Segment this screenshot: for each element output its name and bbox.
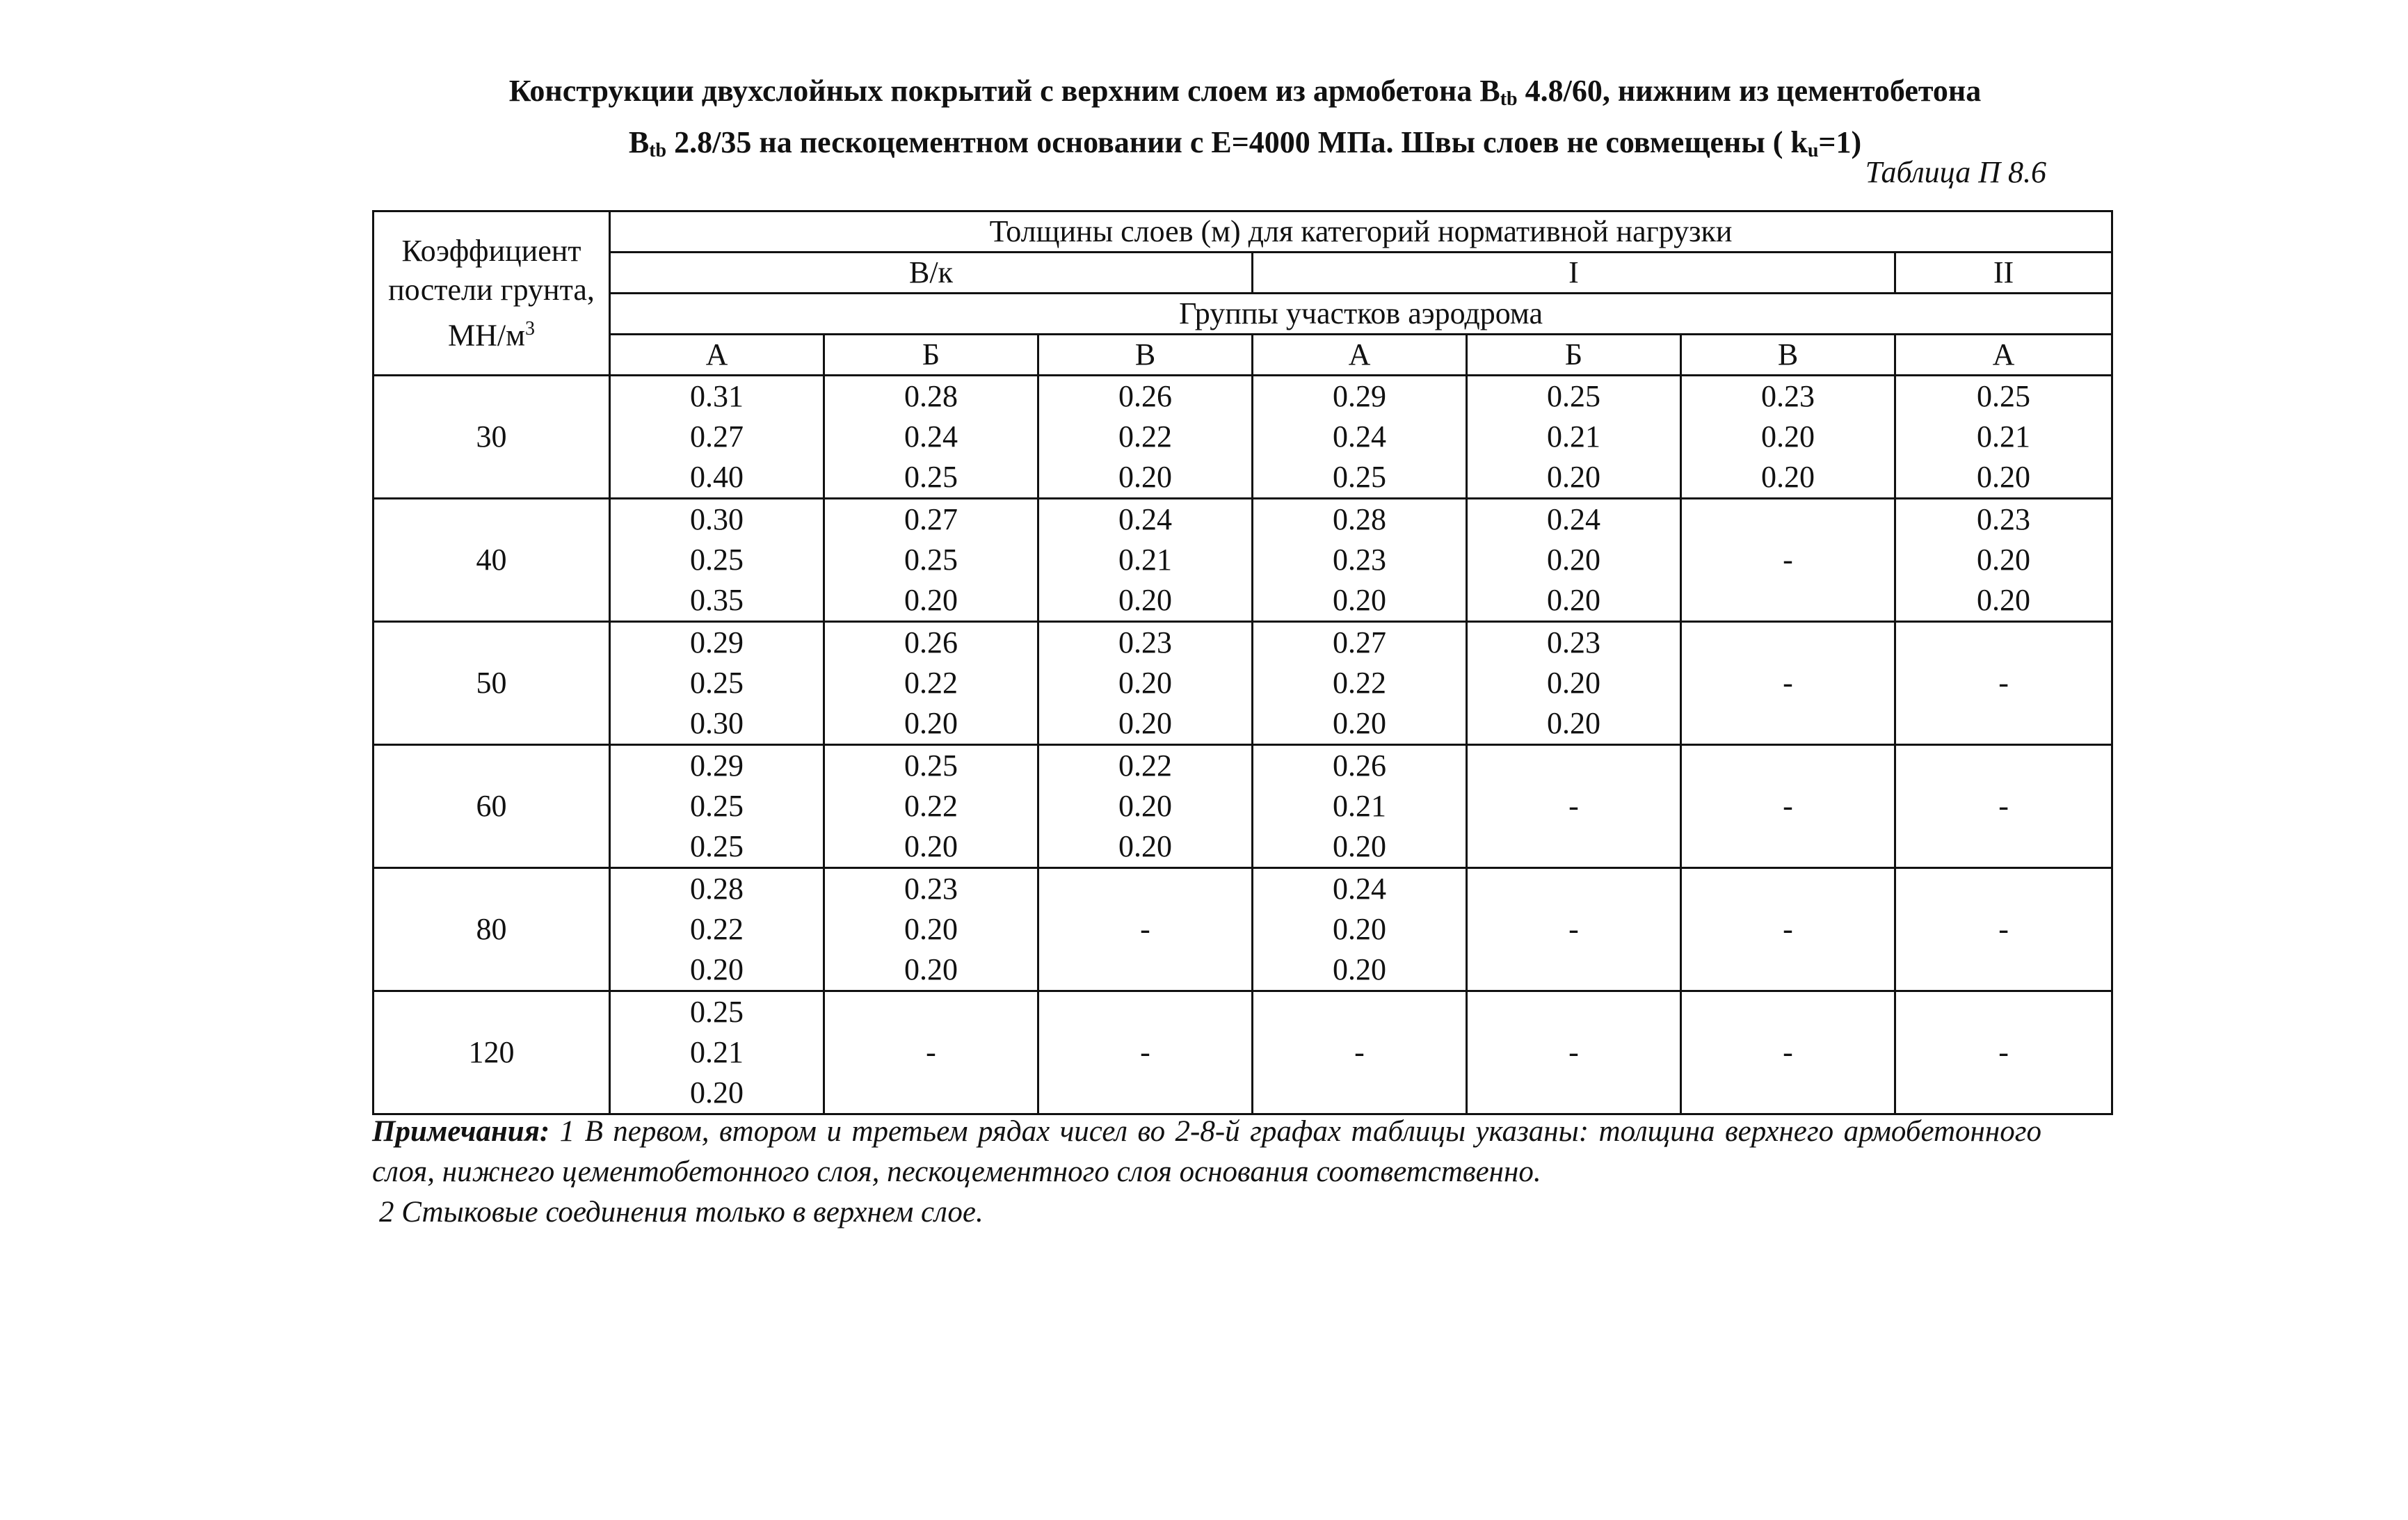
header-subgroup: А (610, 335, 824, 376)
cell-value: 0.20 (1333, 706, 1386, 740)
cell-value: 0.20 (904, 912, 958, 946)
cell-value: 0.20 (1118, 789, 1172, 823)
cell-value: 0.24 (1118, 502, 1172, 536)
table-row (374, 745, 2112, 868)
cell-value: 0.23 (1333, 543, 1386, 577)
value-cell (824, 376, 1038, 499)
header-category-ii: II (1895, 253, 2112, 294)
cell-value: - (1568, 789, 1579, 823)
value-cell (1467, 376, 1681, 499)
value-cell (1467, 745, 1681, 868)
value-cell (610, 499, 824, 622)
value-cell (1681, 622, 1895, 745)
value-cell (1467, 868, 1681, 991)
header-subgroup: В (1681, 335, 1895, 376)
value-cell (824, 868, 1038, 991)
cell-value: 0.24 (1333, 872, 1386, 906)
value-cell (1253, 745, 1467, 868)
coefficient-cell: 50 (374, 622, 610, 745)
cell-value: 0.28 (1333, 502, 1386, 536)
table-row (374, 622, 2112, 745)
cell-value: 0.20 (1118, 706, 1172, 740)
cell-value: 0.25 (690, 666, 744, 700)
cell-value: 0.20 (1118, 666, 1172, 700)
value-cell (1253, 991, 1467, 1114)
cell-value: 0.22 (904, 666, 958, 700)
value-cell (610, 745, 824, 868)
cell-value: 0.27 (1333, 625, 1386, 659)
header-subgroup: А (1253, 335, 1467, 376)
cell-value: 0.20 (1761, 419, 1815, 454)
value-cell (610, 868, 824, 991)
cell-value: 0.25 (690, 829, 744, 863)
cell-value: - (1568, 1035, 1579, 1069)
header-groups: Группы участков аэродрома (610, 294, 2112, 335)
value-cell (824, 991, 1038, 1114)
value-cell (1895, 376, 2112, 499)
header-subgroup: Б (1467, 335, 1681, 376)
cell-value: 0.28 (690, 872, 744, 906)
value-cell (1895, 745, 2112, 868)
cell-value: 0.23 (1118, 625, 1172, 659)
cell-value: 0.20 (1547, 666, 1600, 700)
header-subgroup: Б (824, 335, 1038, 376)
cell-value: - (1783, 1035, 1793, 1069)
cell-value: 0.21 (690, 1035, 744, 1069)
title-line-2: $В_{tb}$ 2.8/35 на пескоцементном основании с Е=4000 МПа. Швы слоев не совмещены ( $k_u=1$) (628, 125, 1862, 161)
cell-value: 0.20 (1333, 583, 1386, 617)
value-cell (1038, 376, 1253, 499)
note-1: Примечания: 1 В первом, втором и третьем рядах чисел во 2-8-й графах таблицы указаны: толщина верхнего армобетонного слоя, нижнего цементобетонного слоя, пескоцементного слоя основания соответственно. (372, 1115, 2041, 1188)
cell-value: 0.20 (1547, 460, 1600, 494)
cell-value: 0.24 (904, 419, 958, 454)
cell-value: 0.25 (904, 460, 958, 494)
cell-value: 0.20 (1333, 952, 1386, 986)
value-cell (1895, 499, 2112, 622)
cell-value: 0.27 (904, 502, 958, 536)
cell-value: - (1783, 789, 1793, 823)
cell-value: 0.29 (690, 749, 744, 783)
cell-value: 0.30 (690, 502, 744, 536)
note-2: 2 Стыковые соединения только в верхнем слое. (379, 1196, 984, 1229)
header-subgroup: А (1895, 335, 2112, 376)
cell-value: 0.24 (1333, 419, 1386, 454)
cell-value: 0.20 (1547, 706, 1600, 740)
cell-value: 0.23 (1761, 379, 1815, 413)
value-cell (824, 622, 1038, 745)
value-cell (1681, 745, 1895, 868)
cell-value: 0.20 (1547, 543, 1600, 577)
table-row (374, 991, 2112, 1114)
cell-value: 0.20 (904, 706, 958, 740)
cell-value: 0.30 (690, 706, 744, 740)
cell-value: 0.26 (1333, 749, 1386, 783)
value-cell (824, 499, 1038, 622)
cell-value: 0.21 (1977, 419, 2031, 454)
cell-value: 0.28 (904, 379, 958, 413)
value-cell (1467, 991, 1681, 1114)
cell-value: 0.20 (1333, 912, 1386, 946)
cell-value: 0.22 (1333, 666, 1386, 700)
coefficient-cell: 120 (374, 991, 610, 1114)
table-row (374, 868, 2112, 991)
value-cell (1467, 499, 1681, 622)
value-cell (610, 991, 824, 1114)
cell-value: 0.23 (904, 872, 958, 906)
value-cell (1681, 991, 1895, 1114)
value-cell (1253, 622, 1467, 745)
cell-value: 0.23 (1977, 502, 2031, 536)
value-cell (1038, 745, 1253, 868)
cell-value: 0.25 (904, 543, 958, 577)
data-table (372, 210, 2113, 1115)
value-cell (1681, 376, 1895, 499)
cell-value: 0.21 (1547, 419, 1600, 454)
cell-value: 0.25 (1547, 379, 1600, 413)
cell-value: 0.20 (690, 1075, 744, 1110)
cell-value: - (1783, 543, 1793, 577)
cell-value: 0.29 (1333, 379, 1386, 413)
cell-value: 0.20 (1118, 829, 1172, 863)
value-cell (1895, 991, 2112, 1114)
value-cell (1038, 499, 1253, 622)
cell-value: 0.21 (1333, 789, 1386, 823)
coefficient-cell: 80 (374, 868, 610, 991)
cell-value: 0.20 (1977, 460, 2031, 494)
cell-value: 0.29 (690, 625, 744, 659)
cell-value: - (1998, 666, 2009, 700)
cell-value: 0.20 (1118, 583, 1172, 617)
cell-value: - (1140, 912, 1150, 946)
value-cell (1895, 622, 2112, 745)
cell-value: 0.20 (904, 829, 958, 863)
cell-value: 0.31 (690, 379, 744, 413)
cell-value: - (1568, 912, 1579, 946)
notes (372, 1112, 2041, 1233)
cell-value: 0.20 (1547, 583, 1600, 617)
value-cell (1038, 868, 1253, 991)
cell-value: - (1354, 1035, 1365, 1069)
cell-value: 0.20 (1118, 460, 1172, 494)
table-number: Таблица П 8.6 (1865, 155, 2046, 189)
cell-value: 0.22 (690, 912, 744, 946)
cell-value: - (1783, 666, 1793, 700)
header-subgroup: В (1038, 335, 1253, 376)
cell-value: 0.20 (690, 952, 744, 986)
cell-value: 0.26 (904, 625, 958, 659)
table-row (374, 499, 2112, 622)
value-cell (1681, 499, 1895, 622)
cell-value: 0.22 (1118, 419, 1172, 454)
value-cell (1253, 868, 1467, 991)
value-cell (1038, 991, 1253, 1114)
cell-value: 0.23 (1547, 625, 1600, 659)
cell-value: 0.25 (904, 749, 958, 783)
cell-value: 0.40 (690, 460, 744, 494)
cell-value: 0.20 (1761, 460, 1815, 494)
cell-value: 0.24 (1547, 502, 1600, 536)
cell-value: 0.20 (904, 952, 958, 986)
cell-value: 0.20 (904, 583, 958, 617)
cell-value: 0.25 (690, 789, 744, 823)
cell-value: 0.20 (1977, 583, 2031, 617)
cell-value: 0.25 (690, 543, 744, 577)
value-cell (824, 745, 1038, 868)
cell-value: - (1998, 912, 2009, 946)
cell-value: - (926, 1035, 936, 1069)
cell-value: - (1783, 912, 1793, 946)
cell-value: 0.25 (1333, 460, 1386, 494)
cell-value: - (1140, 1035, 1150, 1069)
value-cell (1681, 868, 1895, 991)
cell-value: - (1998, 789, 2009, 823)
cell-value: 0.35 (690, 583, 744, 617)
cell-value: - (1998, 1035, 2009, 1069)
cell-value: 0.21 (1118, 543, 1172, 577)
value-cell (610, 622, 824, 745)
coefficient-cell: 30 (374, 376, 610, 499)
value-cell (1895, 868, 2112, 991)
value-cell (610, 376, 824, 499)
cell-value: 0.26 (1118, 379, 1172, 413)
value-cell (1038, 622, 1253, 745)
value-cell (1467, 622, 1681, 745)
header-thickness: Толщины слоев (м) для категорий нормативной нагрузки (610, 211, 2112, 253)
header-category-i: I (1253, 253, 1895, 294)
cell-value: 0.20 (1977, 543, 2031, 577)
coefficient-cell: 60 (374, 745, 610, 868)
header-coefficient: Коэффициент постели грунта, $МН/м^3$ (374, 211, 610, 376)
value-cell (1253, 499, 1467, 622)
cell-value: 0.22 (1118, 749, 1172, 783)
title-line-1: Конструкции двухслойных покрытий с верхним слоем из армобетона $В_{tb}$ 4.8/60, нижним из цементобетона (508, 74, 1982, 110)
cell-value: 0.27 (690, 419, 744, 454)
cell-value: 0.22 (904, 789, 958, 823)
cell-value: 0.25 (1977, 379, 2031, 413)
table-row (374, 376, 2112, 499)
value-cell (1253, 376, 1467, 499)
cell-value: 0.25 (690, 995, 744, 1029)
header-category-vk: В/к (610, 253, 1253, 294)
coefficient-cell: 40 (374, 499, 610, 622)
cell-value: 0.20 (1333, 829, 1386, 863)
